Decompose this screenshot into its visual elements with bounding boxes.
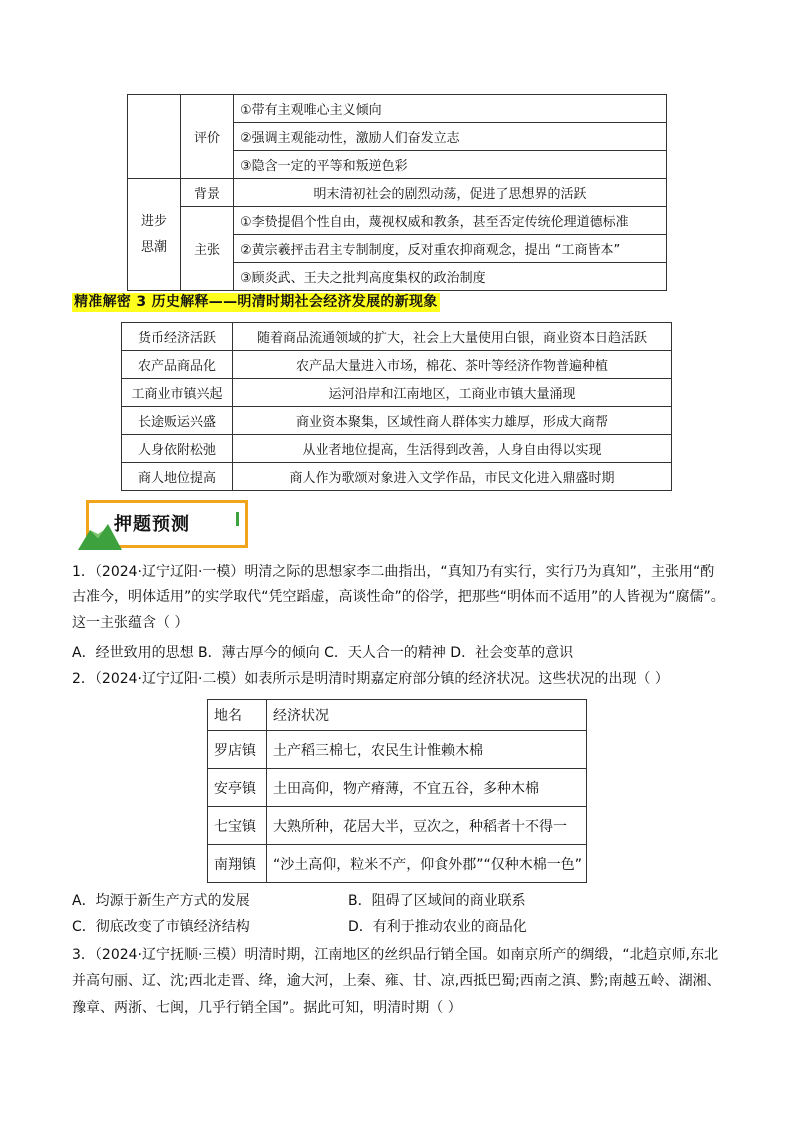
table-row [122,463,672,491]
table-cell: 土产稻三棉七，农民生计惟赖木棉 [267,731,587,769]
table-cell: 商人作为歌颂对象进入文学作品，市民文化进入鼎盛时期 [233,463,672,491]
table-cell: 土田高仰，物产瘠薄，不宜五谷，多种木棉 [267,769,587,807]
table-row [128,207,667,235]
table-row [208,731,587,769]
table-cell: ③顾炎武、王夫之批判高度集权的政治制度 [234,263,667,291]
table-row [208,700,587,731]
table-header: 地名 [208,700,267,731]
q1-options: A．经世致用的思想 B．薄古厚今的倾向 C．天人合一的精神 D．社会变革的意识 [72,645,574,661]
table-cell: 随着商品流通领域的扩大，社会上大量使用白银，商业资本日趋活跃 [233,323,672,351]
table-cell: 南翔镇 [208,845,267,883]
badge-accent [236,512,239,526]
table-row [122,351,672,379]
q2-stem: 2．（2024·辽宁辽阳·二模）如表所示是明清时期嘉定府部分镇的经济状况。这些状况的出现（ ） [72,671,669,687]
section-badge [76,500,246,552]
table-cell: 货币经济活跃 [122,323,233,351]
thought-table [127,94,667,291]
q3-line: 豫章、两浙、七闽，几乎行销全国”。据此可知，明清时期（ ） [72,1000,462,1016]
town-economy-table [207,699,587,883]
q3-line: 3．（2024·辽宁抚顺·三模）明清时期，江南地区的丝织品行销全国。如南京所产的绸缎，“北趋京师,东北 [72,947,719,963]
table-row [208,769,587,807]
badge-label: 押题预测 [114,514,190,535]
table-cell: “沙土高仰，粒米不产，仰食外郡”“仅种木棉一色” [267,845,587,883]
table-cell: 商人地位提高 [122,463,233,491]
table-row [122,379,672,407]
table-cell: 人身依附松弛 [122,435,233,463]
table-cell: 长途贩运兴盛 [122,407,233,435]
table-row [122,407,672,435]
table-row [208,807,587,845]
table-cell: 大熟所种，花居大半，豆次之，种稻者十不得一 [267,807,587,845]
table-cell: ①带有主观唯心主义倾向 [234,95,667,123]
table-cell: 主张 [181,207,234,291]
q1-line: 1．（2024·辽宁辽阳·一模）明清之际的思想家李二曲指出，“真知乃有实行，实行乃为真知”，主张用“酌 [72,564,715,580]
table-cell: 评价 [181,95,234,179]
table-cell [128,95,181,179]
q1-line: 古准今，明体适用”的实学取代“凭空蹈虚，高谈性命”的俗学，把那些“明体而不适用”的人皆视为“腐儒”。 [72,589,725,605]
econ-table [121,322,672,491]
table-cell: 农产品大量进入市场，棉花、茶叶等经济作物普遍种植 [233,351,672,379]
section-title: 精准解密 3 历史解释——明清时期社会经济发展的新现象 [74,294,438,310]
table-cell: ②强调主观能动性，激励人们奋发立志 [234,123,667,151]
table-cell: ①李贽提倡个性自由，蔑视权威和教条，甚至否定传统伦理道德标准 [234,207,667,235]
table-cell: 安亭镇 [208,769,267,807]
category-line: 思潮 [140,239,167,255]
table-cell: 七宝镇 [208,807,267,845]
q3-line: 并高句丽、辽、沈;西北走晋、绛，逾大河，上秦、雍、甘、凉,西抵巴蜀;西南之滇、黔;南越五岭、湖湘、 [72,973,721,989]
table-cell: 商业资本聚集，区域性商人群体实力雄厚，形成大商帮 [233,407,672,435]
table-row [128,95,667,123]
table-row [128,179,667,207]
table-cell: ③隐含一定的平等和叛逆色彩 [234,151,667,179]
table-cell [128,179,181,291]
table-cell: ②黄宗羲抨击君主专制制度，反对重农抑商观念，提出 “工商皆本” [234,235,667,263]
table-cell: 运河沿岸和江南地区，工商业市镇大量涌现 [233,379,672,407]
table-row [208,845,587,883]
q2-option-b: B．阻碍了区域间的商业联系 [348,893,526,909]
table-cell: 工商业市镇兴起 [122,379,233,407]
q2-option-d: D．有利于推动农业的商品化 [348,919,527,935]
table-cell: 罗店镇 [208,731,267,769]
table-cell: 农产品商品化 [122,351,233,379]
table-cell: 明末清初社会的剧烈动荡，促进了思想界的活跃 [234,179,667,207]
q1-line: 这一主张蕴含（ ） [72,615,189,631]
table-cell: 背景 [181,179,234,207]
table-header: 经济状况 [267,700,587,731]
category-line: 进步 [140,213,167,229]
q2-option-c: C．彻底改变了市镇经济结构 [72,919,250,935]
table-cell: 从业者地位提高，生活得到改善，人身自由得以实现 [233,435,672,463]
table-row [122,323,672,351]
q2-option-a: A．均源于新生产方式的发展 [72,893,250,909]
table-row [122,435,672,463]
